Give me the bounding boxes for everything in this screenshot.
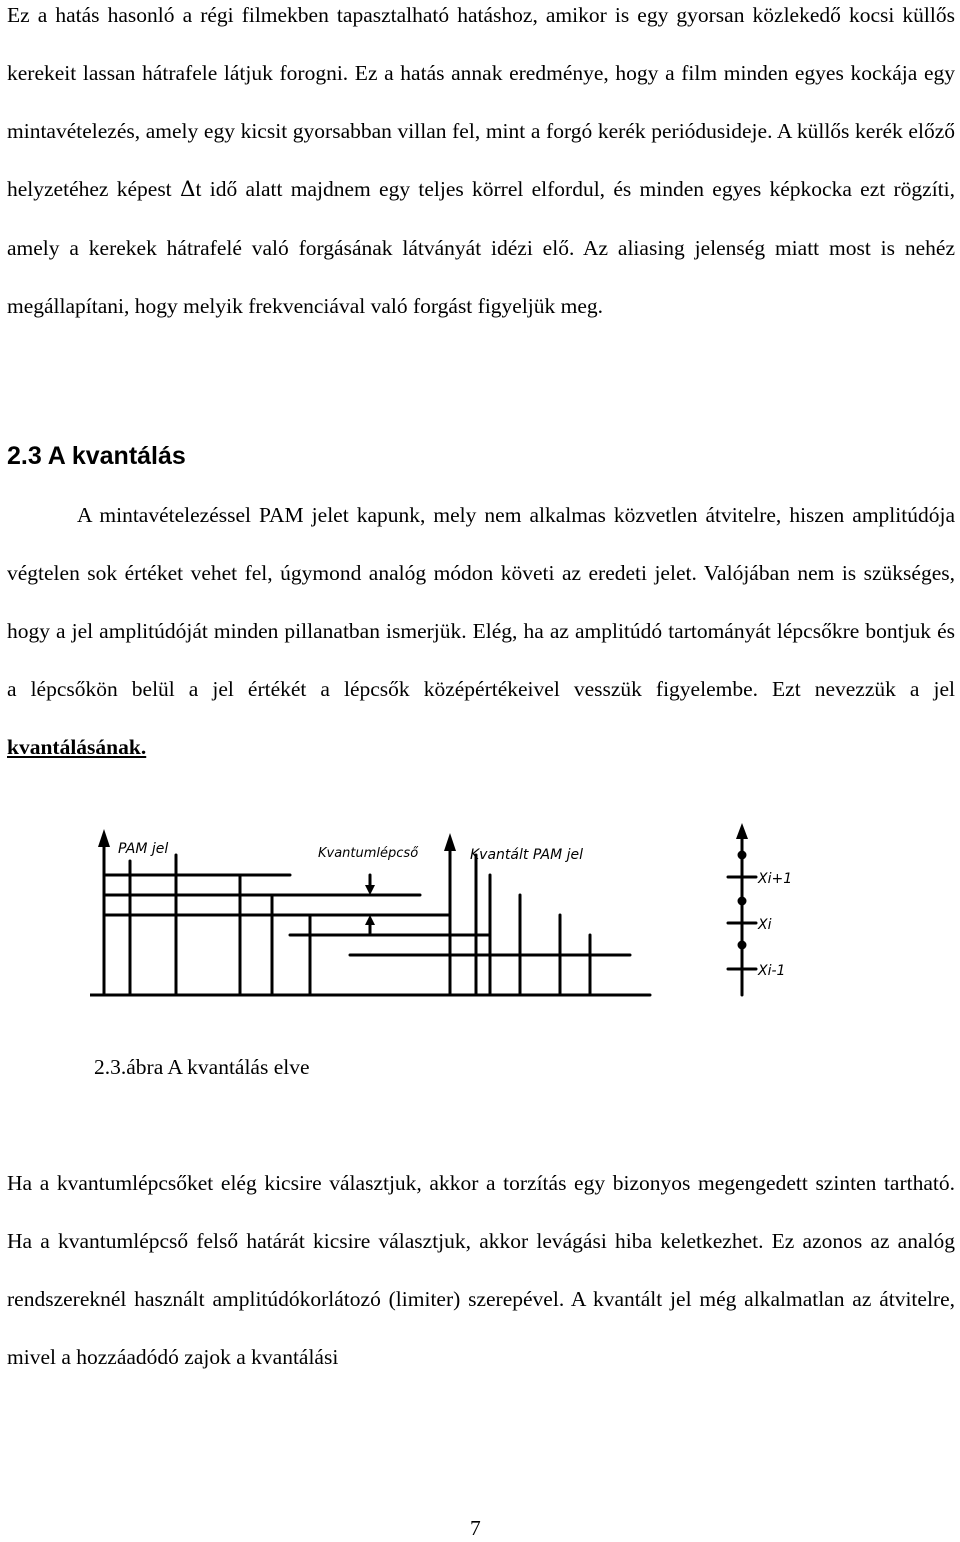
pam-axis-arrowhead bbox=[98, 829, 110, 847]
reference-axis-arrowhead bbox=[736, 823, 748, 839]
paragraph-aliasing bbox=[7, 0, 955, 335]
quantized-axis-arrowhead bbox=[444, 833, 456, 851]
section-heading: 2.3 A kvantálás bbox=[7, 442, 186, 470]
delta-symbol: Δ bbox=[179, 177, 196, 202]
paragraph-quantization-text: A mintavételezéssel PAM jelet kapunk, mely nem alkalmas közvetlen átvitelre, hiszen amplitúdója végtelen sok értéket vehet fel, úgymond analóg módon követi az eredeti jelet. Valójában nem is szükséges, hogy a jel amplitúdóját minden pillanatban ismerjük. Elég, ha az amplitúdó tartományát lépcsőkre bontjuk és a lépcsőkön belül a jel értékét a lépcsők középértékeivel vesszük figyelembe. Ezt nevezzük a jel bbox=[7, 503, 955, 701]
reference-dot-2 bbox=[739, 898, 745, 904]
figure-caption: 2.3.ábra A kvantálás elve bbox=[94, 1055, 310, 1079]
paragraph-distortion: Ha a kvantumlépcsőket elég kicsire választjuk, akkor a torzítás egy bizonyos megengedett szinten tartható. Ha a kvantumlépcső felső határát kicsire választjuk, akkor levágási hiba keletkezhet. Ez azonos az analóg rendszereknél használt amplitúdókorlátozó (limiter) szerepével. A kvantált jel még alkalmatlan az átvitelre, mivel a hozzáadódó zajok a kvantálási bbox=[7, 1171, 955, 1369]
label-quantum-step: Kvantumlépcső bbox=[318, 846, 419, 861]
label-x-lower: Xi-1 bbox=[758, 963, 786, 979]
reference-dot-3 bbox=[739, 942, 745, 948]
paragraph-aliasing-text-2: t idő alatt majdnem egy teljes körrel elfordul, és minden egyes képkocka ezt rögzíti, amely a kerekek hátrafelé való forgásának látványát idézi elő. Az aliasing jelenség miatt most is nehéz megállapítani, hogy melyik frekvenciával való forgást figyeljük meg. bbox=[7, 177, 955, 318]
quantization-diagram bbox=[90, 815, 810, 1005]
label-x-upper: Xi+1 bbox=[758, 871, 793, 887]
quantization-figure bbox=[90, 815, 810, 1005]
paragraph-quantization bbox=[7, 486, 955, 776]
label-x-mid: Xi bbox=[758, 917, 772, 933]
reference-dot-1 bbox=[739, 852, 745, 858]
paragraph-aliasing-text-1: Ez a hatás hasonló a régi filmekben tapasztalható hatáshoz, amikor is egy gyorsan közlekedő kocsi küllős kerekeit lassan hátrafele látjuk forogni. Ez a hatás annak eredménye, hogy a film minden egyes kockája egy mintavételezés, amely egy kicsit gyorsabban villan fel, mint a forgó kerék periódusideje. A küllős kerék előző helyzetéhez képest bbox=[7, 3, 955, 201]
label-pam-signal: PAM jel bbox=[118, 841, 169, 857]
page-number: 7 bbox=[470, 1516, 481, 1540]
pam-signal-sketch bbox=[90, 823, 756, 995]
term-quantization: kvantálásának. bbox=[7, 735, 147, 759]
label-quantized-pam: Kvantált PAM jel bbox=[470, 847, 584, 863]
